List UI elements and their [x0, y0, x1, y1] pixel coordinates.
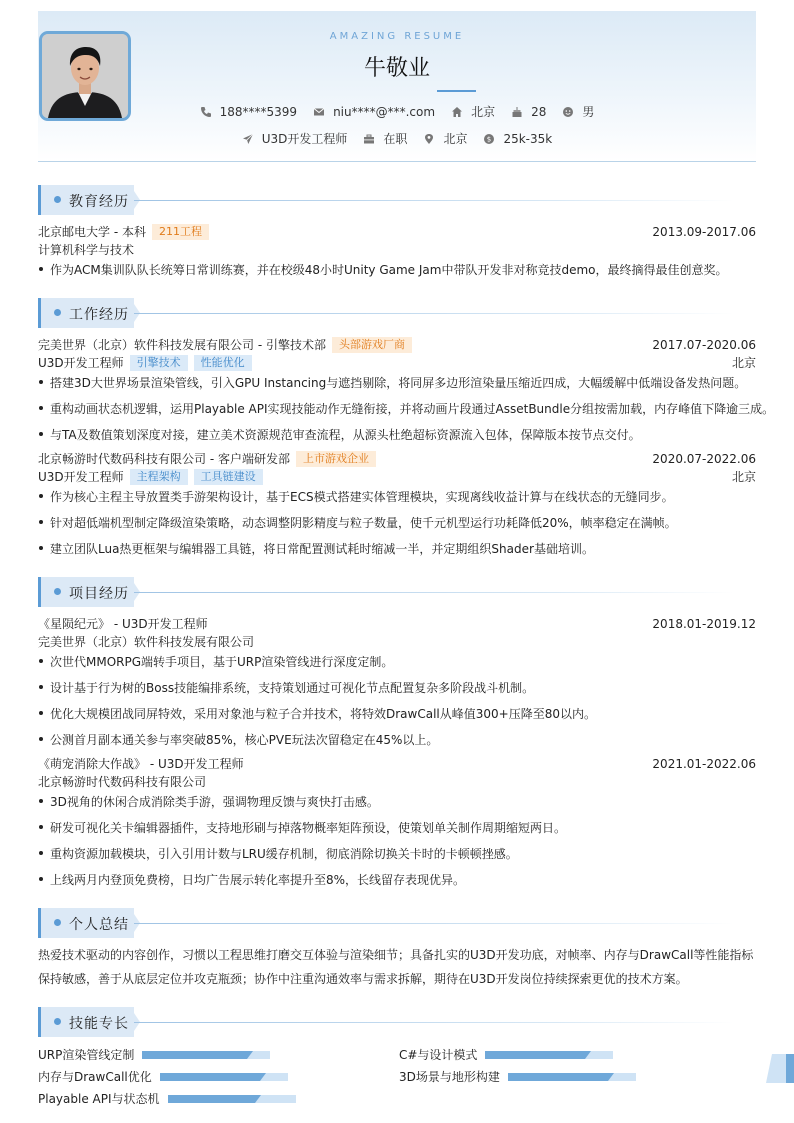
skill-name: 内存与DrawCall优化 [38, 1070, 152, 1084]
hometown: 北京 [471, 105, 496, 119]
skill-name: URP渲染管线定制 [38, 1048, 135, 1062]
gender-info [562, 103, 594, 120]
work-entry-2-role [38, 468, 756, 485]
project-2-company [38, 773, 756, 790]
job-role: U3D开发工程师 [38, 470, 124, 484]
svg-text:$: $ [487, 135, 492, 144]
phone-number: 188****5399 [219, 104, 298, 119]
work-date: 2017.07-2020.06 [652, 337, 756, 352]
project-bullet: 次世代MMORPG端转手项目，基于URP渲染管线进行深度定制。 [38, 653, 756, 670]
section-divider [134, 200, 734, 201]
section-dot [54, 196, 61, 203]
mail-icon [313, 106, 325, 118]
job-role: U3D开发工程师 [38, 356, 124, 370]
role-tag: 主程架构 [130, 469, 188, 485]
home-icon [451, 106, 463, 118]
project-company: 北京畅游时代数码科技有限公司 [38, 775, 207, 789]
project-bullet: 设计基于行为树的Boss技能编排系统，支持策划通过可视化节点配置复杂多阶段战斗机制。 [38, 679, 756, 696]
section-divider [134, 1022, 734, 1023]
skill-bar-fill [160, 1073, 260, 1081]
school-degree: 北京邮电大学 - 本科 [38, 225, 146, 239]
skill-item [38, 1046, 270, 1063]
section-title: 个人总结 [69, 917, 129, 933]
work-bullet: 与TA及数值策划深度对接，建立美术资源规范审查流程，从源头杜绝超标资源流入包体，保障版本按节点交付。 [38, 426, 756, 443]
skill-name: Playable API与状态机 [38, 1092, 160, 1106]
section-dot [54, 588, 61, 595]
work-entry-2-company [38, 450, 756, 467]
city-info [423, 130, 467, 147]
expected-salary: 25k-35k [503, 131, 553, 146]
skill-item [38, 1068, 288, 1085]
age-info [511, 105, 546, 119]
work-location: 北京 [731, 470, 756, 484]
project-company: 完美世界（北京）软件科技发展有限公司 [38, 635, 255, 649]
education-entry [38, 223, 756, 240]
phone-info [200, 105, 297, 119]
summary-text: 热爱技术驱动的内容创作，习惯以工程思维打磨交互体验与渲染细节；具备扎实的U3D开发功底，对帧率、内存与DrawCall等性能指标保持敏感，善于从底层定位并攻克瓶颈；协作中注重沟通效率与需求拆解，期待在U3D开发岗位持续探索更优的技术方案。 [38, 948, 754, 986]
briefcase-icon [363, 133, 375, 145]
section-divider [134, 923, 734, 924]
project-title: 《星陨纪元》 - U3D开发工程师 [38, 617, 208, 631]
project-date: 2018.01-2019.12 [652, 616, 756, 631]
skill-bar-fill [142, 1051, 247, 1059]
skill-name: C#与设计模式 [399, 1048, 478, 1062]
section-skills-header [38, 1007, 756, 1037]
skill-bar [485, 1051, 613, 1059]
skill-bar-fill [485, 1051, 585, 1059]
major-row [38, 241, 756, 258]
section-divider [134, 313, 734, 314]
work-entry-1-role [38, 354, 756, 371]
school-tag: 211工程 [152, 224, 209, 240]
smile-icon [562, 106, 574, 118]
work-bullet: 搭建3D大世界场景渲染管线，引入GPU Instancing与遮挡剔除，将同屏多边形渲染量压缩近四成，大幅缓解中低端设备发热问题。 [38, 374, 756, 391]
project-bullet: 3D视角的休闲合成消除类手游，强调物理反馈与爽快打击感。 [38, 793, 756, 810]
work-entry-1-company [38, 336, 756, 353]
email-address: niu****@***.com [333, 104, 436, 119]
location-pin-icon [423, 133, 435, 145]
section-title: 工作经历 [69, 307, 129, 323]
work-date: 2020.07-2022.06 [652, 451, 756, 466]
money-icon [483, 133, 495, 145]
work-bullet: 重构动画状态机逻辑，运用Playable API实现技能动作无缝衔接，并将动画片段通过AssetBundle分组按需加载，内存峰值下降逾三成。 [38, 400, 756, 417]
work-bullet: 建立团队Lua热更框架与编辑器工具链，将日常配置测试耗时缩减一半，并定期组织Shader基础培训。 [38, 540, 756, 557]
home-info [451, 103, 495, 120]
job-intent-row [38, 130, 756, 147]
project-bullet: 公测首月副本通关参与率突破85%，核心PVE玩法次留稳定在45%以上。 [38, 731, 756, 748]
skill-bar [160, 1073, 288, 1081]
section-projects-header [38, 577, 756, 607]
email-info [313, 105, 435, 119]
age: 28 [531, 104, 547, 119]
education-date: 2013.09-2017.06 [652, 224, 756, 239]
section-dot [54, 1018, 61, 1025]
work-location: 北京 [731, 356, 756, 370]
project-bullet: 重构资源加载模块，引入引用计数与LRU缓存机制，彻底消除切换关卡时的卡顿顿挫感。 [38, 845, 756, 862]
section-dot [54, 309, 61, 316]
target-city: 北京 [443, 132, 468, 146]
tagline: AMAZING RESUME [329, 31, 465, 42]
company-department: 完美世界（北京）软件科技发展有限公司 - 引擎技术部 [38, 338, 326, 352]
company-tag: 上市游戏企业 [296, 451, 376, 467]
section-title: 项目经历 [69, 586, 129, 602]
skill-bar [142, 1051, 270, 1059]
skill-item [399, 1046, 613, 1063]
cake-icon [511, 106, 523, 118]
candidate-name: 牛敬业 [363, 56, 430, 81]
position-info [242, 130, 348, 147]
project-title: 《萌宠消除大作战》 - U3D开发工程师 [38, 757, 244, 771]
section-box [38, 185, 134, 215]
section-box [38, 1007, 134, 1037]
education-bullet: 作为ACM集训队队长统筹日常训练赛，并在校级48小时Unity Game Jam中带队开发非对称竞技demo，最终摘得最佳创意奖。 [38, 261, 756, 278]
contact-row [38, 103, 756, 120]
name-underline [437, 90, 476, 92]
project-bullet: 优化大规模团战同屏特效，采用对象池与粒子合并技术，将特效DrawCall从峰值300+压降至80以内。 [38, 705, 756, 722]
section-box [38, 298, 134, 328]
send-icon [242, 133, 254, 145]
project-2-title [38, 755, 756, 772]
phone-icon [200, 106, 212, 118]
project-bullet: 研发可视化关卡编辑器插件，支持地形刷与掉落物概率矩阵预设，使策划单关制作周期缩短两日。 [38, 819, 756, 836]
section-box [38, 908, 134, 938]
project-1-company [38, 633, 756, 650]
skill-name: 3D场景与地形构建 [399, 1070, 500, 1084]
major: 计算机科学与技术 [38, 243, 135, 257]
skill-bar [168, 1095, 296, 1103]
skill-bar-fill [508, 1073, 608, 1081]
employment-status: 在职 [383, 132, 408, 146]
section-dot [54, 919, 61, 926]
section-box [38, 577, 134, 607]
section-work-header [38, 298, 756, 328]
project-date: 2021.01-2022.06 [652, 756, 756, 771]
company-tag: 头部游戏厂商 [332, 337, 412, 353]
status-info [363, 130, 407, 147]
corner-decoration [766, 1054, 794, 1083]
skill-bar [508, 1073, 636, 1081]
section-summary-header [38, 908, 756, 938]
skill-bar-fill [168, 1095, 255, 1103]
resume-header [38, 11, 756, 162]
role-tag: 引擎技术 [130, 355, 188, 371]
role-tag: 工具链建设 [194, 469, 263, 485]
section-title: 教育经历 [69, 194, 129, 210]
target-position: U3D开发工程师 [261, 132, 348, 146]
section-divider [134, 592, 734, 593]
salary-info [483, 132, 552, 146]
skill-item [38, 1090, 296, 1107]
gender: 男 [582, 105, 595, 119]
project-1-title [38, 615, 756, 632]
skill-item [399, 1068, 636, 1085]
section-education-header [38, 185, 756, 215]
work-bullet: 针对超低端机型制定降级渲染策略，动态调整阴影精度与粒子数量，使千元机型运行功耗降低20%，帧率稳定在满帧。 [38, 514, 756, 531]
section-title: 技能专长 [69, 1016, 129, 1032]
company-department: 北京畅游时代数码科技有限公司 - 客户端研发部 [38, 452, 290, 466]
project-bullet: 上线两月内登顶免费榜，日均广告展示转化率提升至8%，长线留存表现优异。 [38, 871, 756, 888]
role-tag: 性能优化 [194, 355, 252, 371]
work-bullet: 作为核心主程主导放置类手游架构设计，基于ECS模式搭建实体管理模块，实现离线收益计算与在线状态的无缝同步。 [38, 488, 756, 505]
